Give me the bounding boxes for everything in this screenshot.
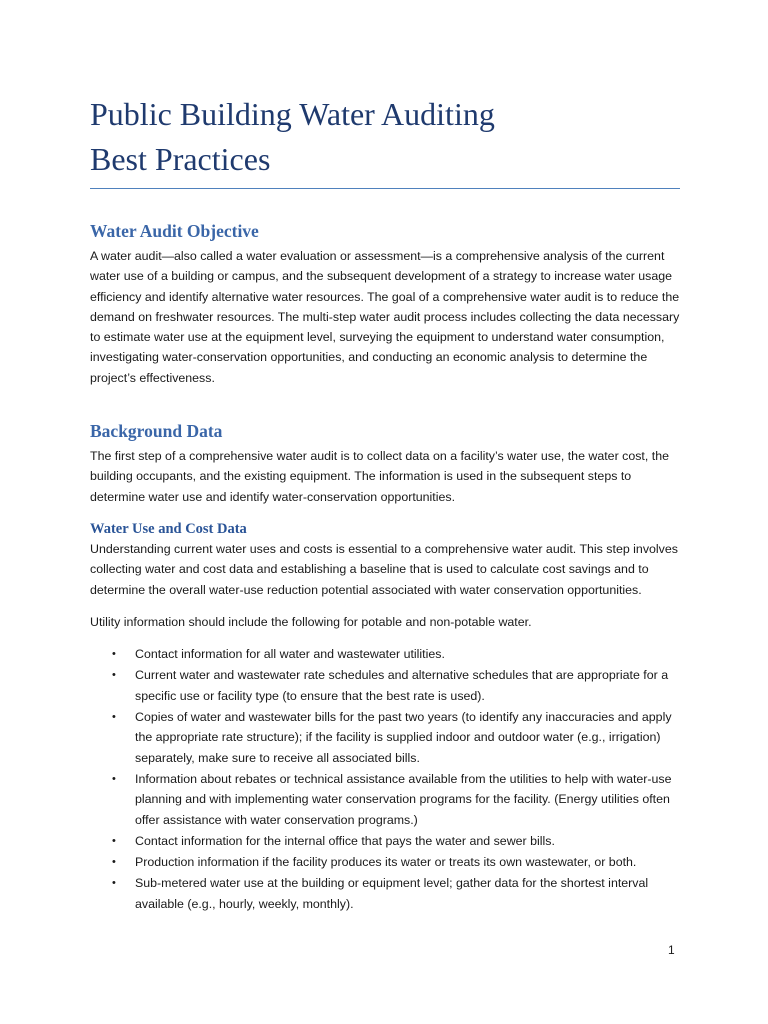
list-item-text: Current water and wastewater rate schedules and alternative schedules that are appropriate for a specific use or facility type (to ensure that the best rate is used).: [135, 668, 669, 703]
bullet-icon: •: [112, 856, 116, 869]
section-heading-background: Background Data: [90, 421, 223, 442]
list-item: [90, 831, 680, 851]
list-item: [90, 873, 680, 914]
objective-paragraph: A water audit—also called a water evaluation or assessment—is a comprehensive analysis of the current water use of a building or campus, and the subsequent development of a strategy to increase water usage efficiency and identify alternative water resources. The goal of a comprehensive water audit is to reduce the demand on freshwater resources. The multi-step water audit process includes collecting the data necessary to estimate water use at the equipment level, surveying the equipment to understand water consumption, investigating water-conservation opportunities, and conducting an economic analysis to determine the project’s effectiveness.: [90, 249, 680, 385]
list-item: [90, 707, 680, 768]
document-title-line-1: Public Building Water Auditing: [90, 96, 495, 132]
bullet-icon: •: [112, 711, 116, 724]
bullet-icon: •: [112, 669, 116, 682]
list-item-text: Contact information for the internal office that pays the water and sewer bills.: [135, 833, 555, 848]
utility-info-list: [90, 644, 680, 914]
bullet-icon: •: [112, 648, 116, 661]
list-item-text: Contact information for all water and wastewater utilities.: [135, 647, 445, 662]
document-title: [90, 92, 680, 182]
section-water-use-cost-data: [90, 519, 680, 914]
title-divider: [90, 188, 680, 189]
utility-intro-paragraph: Utility information should include the following for potable and non-potable water.: [90, 614, 532, 629]
list-item-text: Sub-metered water use at the building or equipment level; gather data for the shortest interval available (e.g., hourly, weekly, monthly).: [135, 876, 649, 911]
list-item: [90, 852, 680, 872]
bullet-icon: •: [112, 877, 116, 890]
section-water-audit-objective: [90, 218, 680, 388]
bullet-icon: •: [112, 772, 116, 785]
page-number: 1: [668, 943, 675, 957]
document-body: [90, 218, 680, 915]
section-background-data: [90, 418, 680, 507]
background-paragraph: The first step of a comprehensive water audit is to collect data on a facility’s water use, the water cost, the building occupants, and the existing equipment. The information is used in the subsequent steps to determine water use and identify water-conservation opportunities.: [90, 449, 669, 504]
list-item-text: Copies of water and wastewater bills for the past two years (to identify any inaccuracies and apply the appropriate rate structure); if the facility is supplied indoor and outdoor water (e.g., irrigation) separately, make sure to receive all associated bills.: [135, 710, 672, 765]
list-item: [90, 665, 680, 706]
list-item: [90, 644, 680, 664]
section-heading-objective: Water Audit Objective: [90, 221, 259, 241]
water-use-cost-paragraph: Understanding current water uses and costs is essential to a comprehensive water audit. This step involves collecting water and cost data and establishing a baseline that is used to calculate cost savings and to determine the overall water-use reduction potential associated with water conservation opportunities.: [90, 541, 678, 597]
list-item-text: Information about rebates or technical assistance available from the utilities to help with water-use planning and with implementing water conservation programs for the facility. (Energy utilities often offer assistance with water conservation programs.): [135, 771, 672, 827]
list-item: [90, 769, 680, 830]
document-title-line-2: Best Practices: [90, 141, 271, 177]
list-item-text: Production information if the facility produces its water or treats its own wastewater, or both.: [135, 855, 637, 870]
bullet-icon: •: [112, 834, 116, 847]
subsection-heading-water-use-cost: Water Use and Cost Data: [90, 520, 247, 537]
